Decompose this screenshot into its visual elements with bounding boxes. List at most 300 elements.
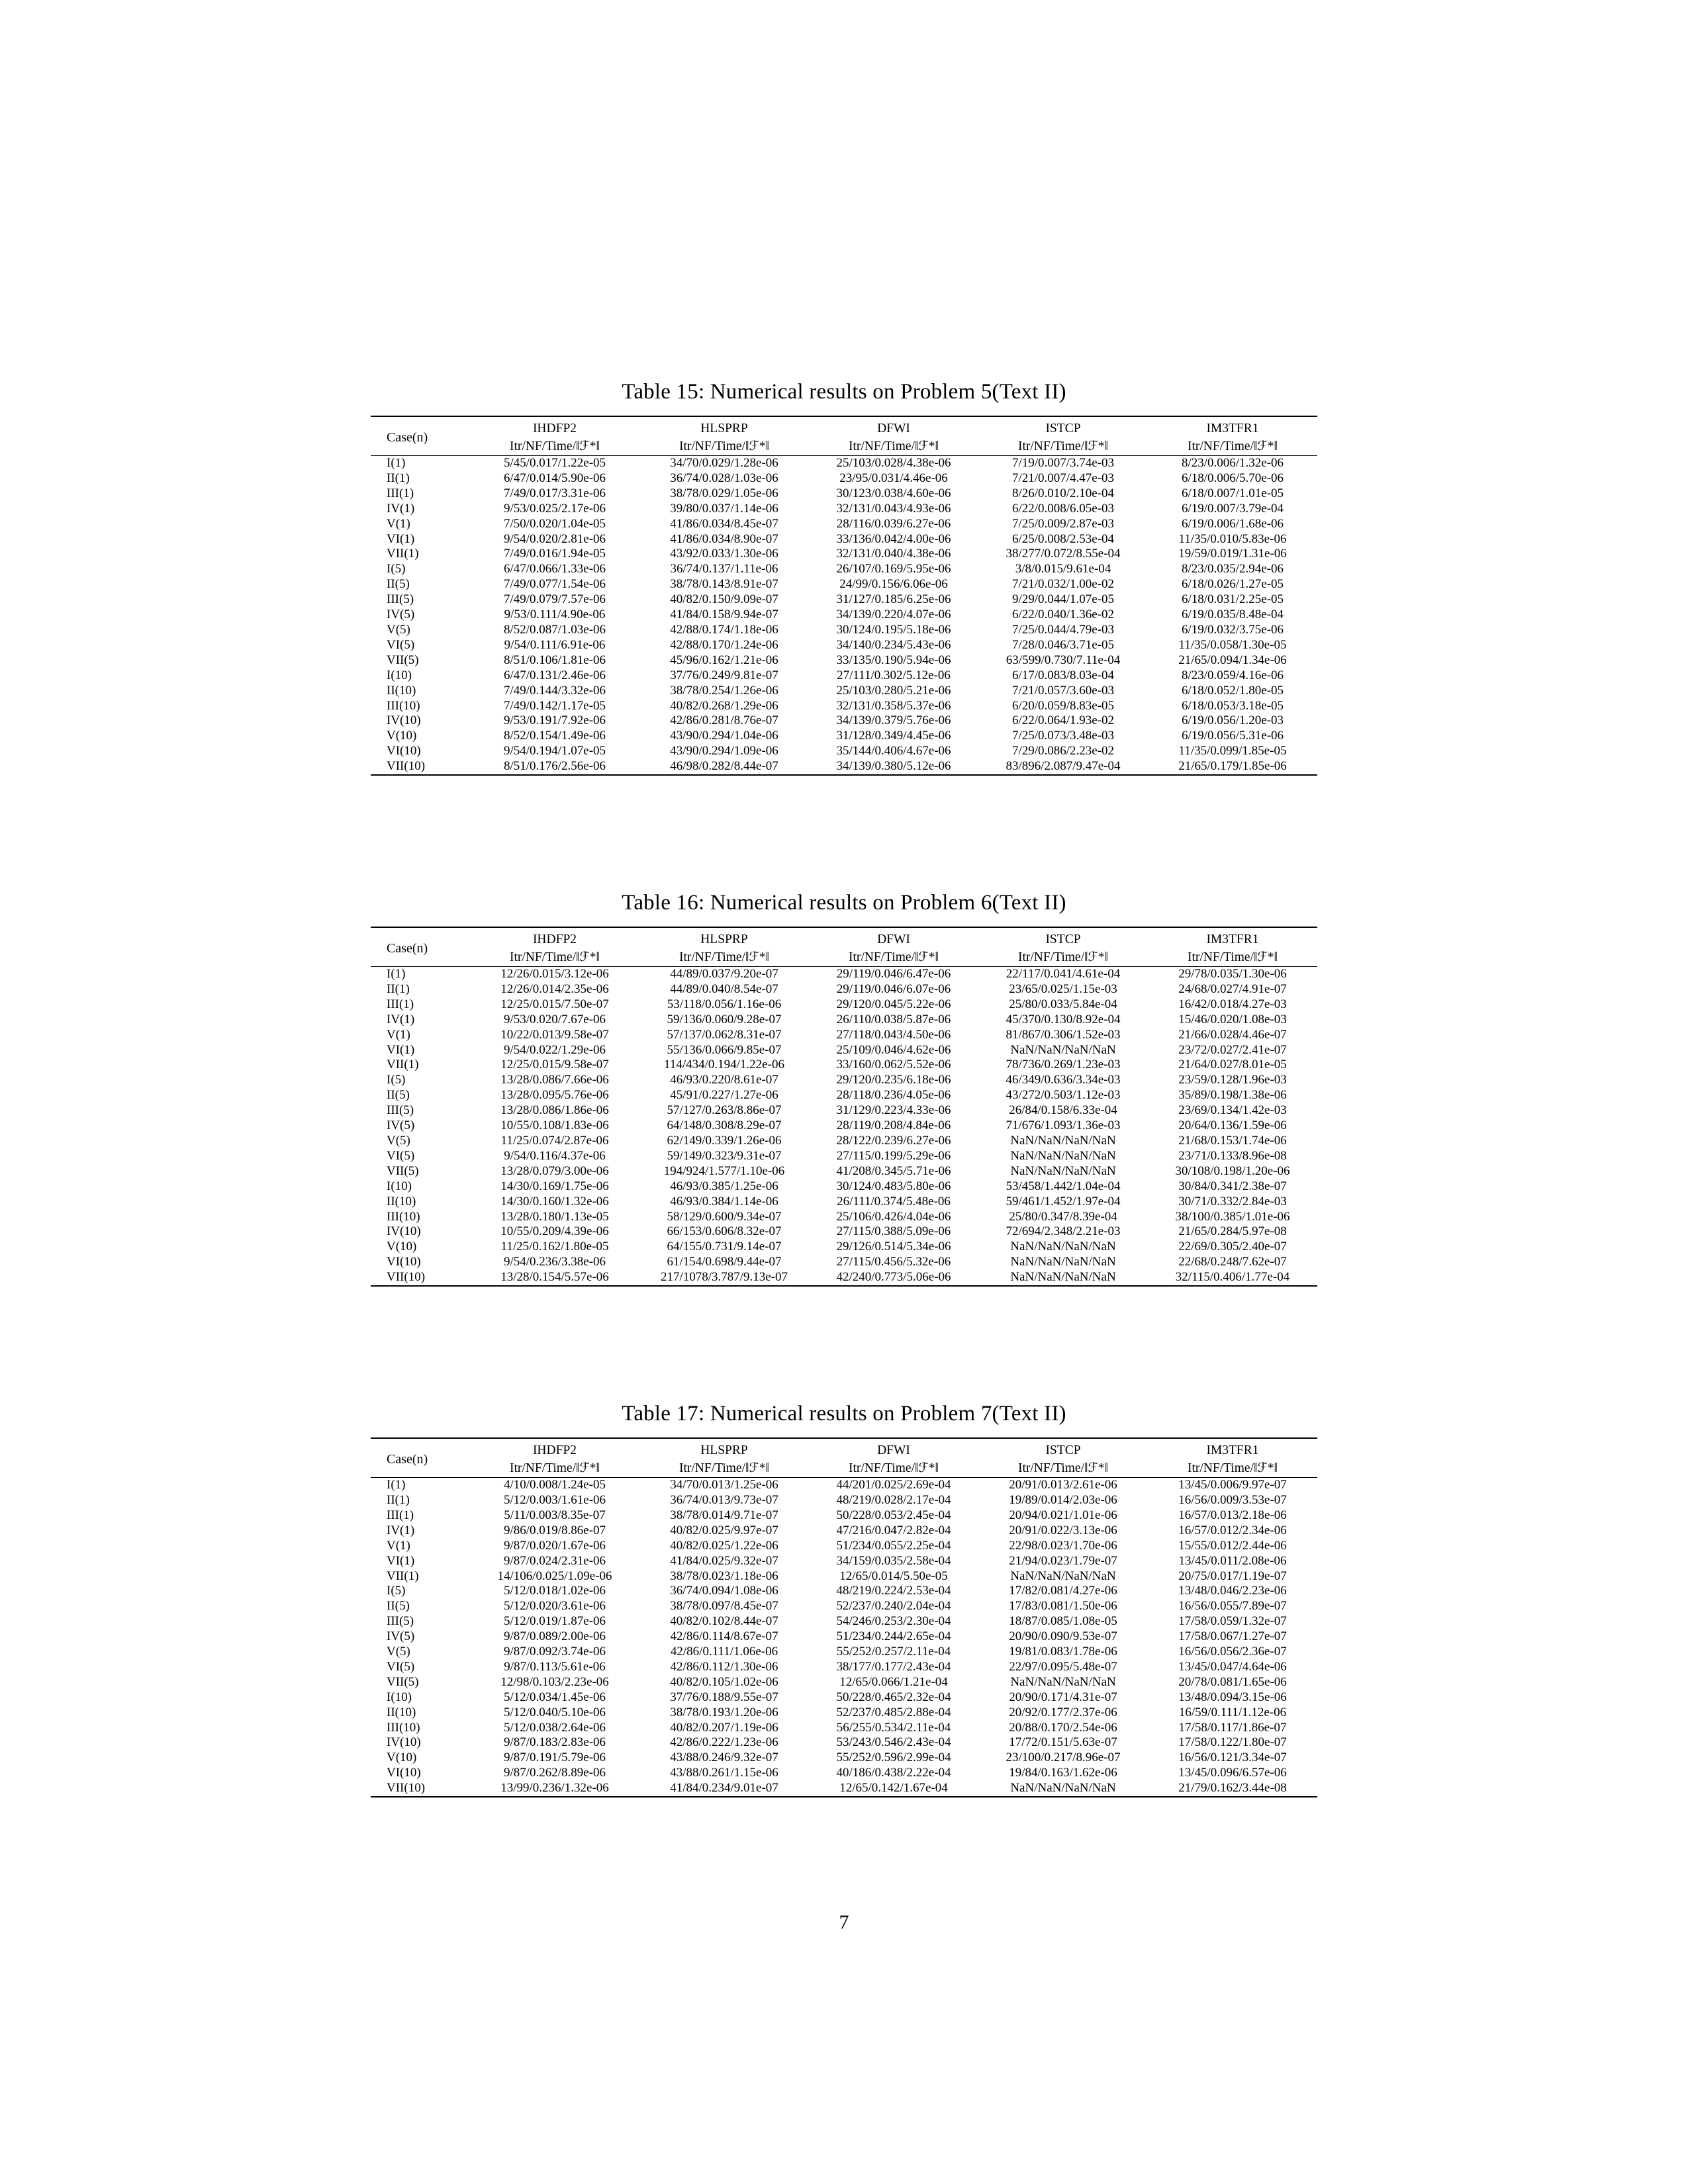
table-row [371,1524,1317,1539]
result-cell: 20/75/0.017/1.19e-07 [1178,1569,1287,1583]
result-cell: 44/201/0.025/2.69e-04 [836,1478,951,1492]
table-row [371,1164,1317,1179]
result-cell: 27/115/0.388/5.09e-06 [836,1224,951,1239]
case-cell: IV(1) [387,501,415,516]
case-cell: II(10) [387,1194,416,1208]
result-cell: 43/88/0.261/1.15e-06 [670,1766,778,1780]
result-cell: 59/149/0.323/9.31e-07 [667,1148,782,1163]
result-cell: 9/87/0.024/2.31e-06 [503,1553,606,1568]
case-cell: V(1) [387,1027,410,1042]
table-body [371,456,1317,776]
result-cell: 9/87/0.113/5.61e-06 [504,1659,606,1674]
case-cell: III(5) [387,1614,414,1629]
table-row [371,699,1317,714]
result-cell: 42/86/0.112/1.30e-06 [670,1659,778,1674]
metric-subheader: Itr/NF/Time/‖ℱ*‖ [679,1461,770,1476]
metric-subheader: Itr/NF/Time/‖ℱ*‖ [1017,439,1109,453]
result-cell: 47/216/0.047/2.82e-04 [836,1523,951,1537]
case-cell: IV(10) [387,1224,421,1239]
result-cell: 33/136/0.042/4.00e-06 [836,531,951,546]
table-row [371,1270,1317,1286]
result-cell: 38/78/0.193/1.20e-06 [670,1705,778,1719]
result-cell: NaN/NaN/NaN/NaN [1010,1255,1116,1269]
result-cell: 34/70/0.029/1.28e-06 [670,456,778,470]
table-row [371,1073,1317,1088]
result-cell: 21/79/0.162/3.44e-08 [1178,1781,1287,1796]
result-cell: NaN/NaN/NaN/NaN [1010,1270,1116,1285]
result-cell: 26/84/0.158/6.33e-04 [1009,1103,1117,1118]
case-cell: III(10) [387,1209,420,1224]
result-cell: 22/117/0.041/4.61e-04 [1006,967,1121,981]
result-cell: 9/53/0.025/2.17e-06 [503,501,606,516]
result-cell: 42/88/0.170/1.24e-06 [670,637,778,652]
table-header [371,1438,1317,1478]
result-cell: 58/129/0.600/9.34e-07 [667,1209,782,1224]
result-cell: 5/12/0.018/1.02e-06 [503,1584,606,1598]
case-cell: I(1) [387,456,406,470]
result-cell: 27/115/0.456/5.32e-06 [836,1255,951,1269]
result-cell: 28/116/0.039/6.27e-06 [836,516,951,531]
result-cell: 23/72/0.027/2.41e-07 [1178,1042,1287,1057]
case-cell: V(10) [387,729,417,743]
result-cell: 34/139/0.220/4.07e-06 [836,608,951,622]
result-cell: 38/78/0.143/8.91e-07 [670,577,778,592]
result-cell: 5/12/0.020/3.61e-06 [503,1599,606,1614]
result-cell: 5/12/0.019/1.87e-06 [503,1614,606,1629]
table-row [371,1088,1317,1103]
result-cell: 12/25/0.015/9.58e-07 [500,1058,609,1072]
table-row [371,1599,1317,1614]
result-cell: 25/80/0.033/5.84e-04 [1009,997,1117,1011]
table-caption: Table 15: Numerical results on Problem 5(Text II) [622,380,1066,404]
table-caption: Table 16: Numerical results on Problem 6(Text II) [622,891,1066,915]
case-cell: III(5) [387,592,414,607]
result-cell: 17/58/0.122/1.80e-07 [1178,1735,1287,1750]
result-cell: 29/78/0.035/1.30e-06 [1178,967,1287,981]
table-caption: Table 17: Numerical results on Problem 7(Text II) [622,1402,1066,1426]
case-cell: VII(10) [387,759,426,774]
case-cell: IV(5) [387,608,415,622]
result-cell: 13/48/0.046/2.23e-06 [1178,1584,1287,1598]
result-cell: 42/240/0.773/5.06e-06 [836,1270,951,1285]
result-cell: 43/92/0.033/1.30e-06 [670,547,778,561]
table-row [371,967,1317,982]
case-cell: III(10) [387,1720,420,1735]
result-cell: 42/86/0.222/1.23e-06 [670,1735,778,1750]
result-cell: 6/22/0.008/6.05e-03 [1011,501,1115,516]
result-cell: 55/252/0.596/2.99e-04 [836,1751,951,1765]
result-cell: 9/87/0.183/2.83e-06 [503,1735,606,1750]
result-cell: 6/19/0.056/1.20e-03 [1181,713,1284,728]
table-row [371,1013,1317,1028]
result-cell: 33/160/0.062/5.52e-06 [836,1058,951,1072]
result-cell: 38/78/0.254/1.26e-06 [670,683,778,698]
table-row [371,1149,1317,1164]
result-cell: 53/243/0.546/2.43e-04 [836,1735,951,1750]
result-cell: 27/111/0.302/5.12e-06 [837,668,951,682]
case-cell: IV(10) [387,713,421,728]
table-row [371,1255,1317,1270]
algorithm-header: IM3TFR1 [1206,1443,1259,1458]
result-cell: 50/228/0.053/2.45e-04 [836,1508,951,1522]
case-cell: VII(10) [387,1781,426,1796]
result-cell: NaN/NaN/NaN/NaN [1010,1148,1116,1163]
result-cell: 22/69/0.305/2.40e-07 [1178,1240,1287,1254]
result-cell: 12/26/0.014/2.35e-06 [500,981,609,996]
case-cell: IV(1) [387,1012,415,1026]
table-row [371,623,1317,638]
result-cell: 16/42/0.018/4.27e-03 [1178,997,1287,1011]
result-cell: 7/25/0.009/2.87e-03 [1011,516,1115,531]
result-cell: 36/74/0.028/1.03e-06 [670,471,778,485]
result-cell: 19/84/0.163/1.62e-06 [1009,1766,1117,1780]
result-cell: 42/86/0.111/1.06e-06 [670,1645,778,1659]
result-cell: NaN/NaN/NaN/NaN [1010,1674,1116,1689]
result-cell: 50/228/0.465/2.32e-04 [836,1690,951,1704]
table-row [371,653,1317,668]
result-cell: 38/177/0.177/2.43e-04 [836,1659,951,1674]
result-cell: 34/139/0.380/5.12e-06 [836,759,951,774]
result-cell: 8/52/0.154/1.49e-06 [503,729,606,743]
result-cell: 6/47/0.066/1.33e-06 [503,562,606,576]
table-section [0,379,1688,776]
result-cell: 59/136/0.060/9.28e-07 [667,1012,782,1026]
table-row [371,1690,1317,1706]
result-cell: 41/84/0.025/9.32e-07 [670,1553,778,1568]
table-row [371,1751,1317,1766]
result-cell: 19/81/0.083/1.78e-06 [1009,1645,1117,1659]
result-cell: 29/119/0.046/6.47e-06 [836,967,951,981]
result-cell: 41/84/0.234/9.01e-07 [670,1781,778,1796]
results-table [371,927,1317,1287]
result-cell: 32/131/0.358/5.37e-06 [836,698,951,713]
result-cell: 33/135/0.190/5.94e-06 [836,653,951,667]
result-cell: 71/676/1.093/1.36e-03 [1006,1118,1121,1133]
algorithm-header: IM3TFR1 [1206,422,1259,435]
result-cell: 46/93/0.384/1.14e-06 [670,1194,778,1208]
case-cell: III(1) [387,486,414,500]
table-row [371,713,1317,729]
result-cell: 48/219/0.028/2.17e-04 [836,1492,951,1507]
result-cell: 40/82/0.150/9.09e-07 [670,592,778,607]
case-cell: II(1) [387,981,410,996]
result-cell: 25/103/0.028/4.38e-06 [836,456,951,470]
table-body [371,1478,1317,1797]
result-cell: 23/59/0.128/1.96e-03 [1178,1073,1287,1087]
result-cell: 45/91/0.227/1.27e-06 [670,1088,778,1103]
case-cell: I(1) [387,967,406,981]
result-cell: 10/22/0.013/9.58e-07 [500,1027,609,1042]
result-cell: 6/19/0.056/5.31e-06 [1181,729,1284,743]
result-cell: 43/90/0.294/1.09e-06 [670,744,778,758]
result-cell: 6/25/0.008/2.53e-04 [1011,531,1115,546]
algorithm-header: HLSPRP [700,933,748,947]
metric-subheader: Itr/NF/Time/‖ℱ*‖ [848,439,939,453]
result-cell: 7/19/0.007/3.74e-03 [1011,456,1115,470]
table-row [371,729,1317,744]
result-cell: 16/56/0.055/7.89e-07 [1178,1599,1287,1614]
result-cell: 64/155/0.731/9.14e-07 [667,1240,782,1254]
result-cell: 53/118/0.056/1.16e-06 [667,997,782,1011]
result-cell: NaN/NaN/NaN/NaN [1010,1042,1116,1057]
result-cell: 5/12/0.040/5.10e-06 [503,1705,606,1719]
result-cell: 30/124/0.195/5.18e-06 [836,622,951,637]
result-cell: 6/18/0.007/1.01e-05 [1181,486,1284,500]
algorithm-header: HLSPRP [700,422,748,435]
table-row [371,1195,1317,1210]
result-cell: 52/237/0.485/2.88e-04 [836,1705,951,1719]
result-cell: 36/74/0.013/9.73e-07 [670,1492,778,1507]
result-cell: 3/8/0.015/9.61e-04 [1015,562,1111,576]
result-cell: 23/69/0.134/1.42e-03 [1178,1103,1287,1118]
result-cell: NaN/NaN/NaN/NaN [1010,1569,1116,1583]
result-cell: 31/129/0.223/4.33e-06 [836,1103,951,1118]
result-cell: 34/159/0.035/2.58e-04 [836,1553,951,1568]
table-row [371,1645,1317,1660]
result-cell: 6/18/0.052/1.80e-05 [1181,683,1284,698]
result-cell: 9/54/0.111/6.91e-06 [504,637,606,652]
algorithm-header-row [371,416,1317,437]
result-cell: 41/208/0.345/5.71e-06 [836,1163,951,1178]
result-cell: 52/237/0.240/2.04e-04 [836,1599,951,1614]
result-cell: 6/22/0.040/1.36e-02 [1011,608,1115,622]
result-cell: 51/234/0.244/2.65e-04 [836,1629,951,1644]
case-cell: VI(5) [387,1659,415,1674]
result-cell: 114/434/0.194/1.22e-06 [664,1058,784,1072]
result-cell: 6/20/0.059/8.83e-05 [1011,698,1115,713]
case-cell: II(5) [387,1599,410,1614]
table-row [371,759,1317,775]
table-row [371,1210,1317,1225]
result-cell: 48/219/0.224/2.53e-04 [836,1584,951,1598]
metric-subheader: Itr/NF/Time/‖ℱ*‖ [1017,950,1109,965]
result-cell: 51/234/0.055/2.25e-04 [836,1538,951,1553]
table-row [371,1224,1317,1240]
result-cell: 13/28/0.154/5.57e-06 [500,1270,609,1285]
result-cell: 8/51/0.106/1.81e-06 [503,653,606,667]
result-cell: 6/47/0.014/5.90e-06 [503,471,606,485]
result-cell: 27/118/0.043/4.50e-06 [836,1027,951,1042]
result-cell: 34/139/0.379/5.76e-06 [836,713,951,728]
case-cell: VII(5) [387,1674,419,1689]
case-cell: V(10) [387,1240,417,1254]
algorithm-header: IHDFP2 [532,422,577,435]
result-cell: 38/78/0.029/1.05e-06 [670,486,778,500]
page-number: 7 [839,1911,849,1934]
result-cell: 30/71/0.332/2.84e-03 [1178,1194,1287,1208]
case-cell: IV(10) [387,1735,421,1750]
result-cell: 21/68/0.153/1.74e-06 [1178,1134,1287,1148]
result-cell: 56/255/0.534/2.11e-04 [836,1720,951,1735]
result-cell: 40/82/0.105/1.02e-06 [670,1674,778,1689]
result-cell: 6/18/0.031/2.25e-05 [1181,592,1284,607]
result-cell: 23/71/0.133/8.96e-08 [1178,1148,1287,1163]
metric-subheader: Itr/NF/Time/‖ℱ*‖ [509,950,600,965]
result-cell: 6/22/0.064/1.93e-02 [1011,713,1115,728]
result-cell: 8/52/0.087/1.03e-06 [503,622,606,637]
result-cell: 25/103/0.280/5.21e-06 [836,683,951,698]
result-cell: 25/109/0.046/4.62e-06 [836,1042,951,1057]
result-cell: 28/119/0.208/4.84e-06 [836,1118,951,1133]
result-cell: 12/65/0.142/1.67e-04 [839,1781,948,1796]
table-row [371,1629,1317,1645]
result-cell: 46/93/0.385/1.25e-06 [670,1179,778,1193]
result-cell: NaN/NaN/NaN/NaN [1010,1781,1116,1796]
result-cell: 25/106/0.426/4.04e-06 [836,1209,951,1224]
result-cell: 11/25/0.074/2.87e-06 [500,1134,609,1148]
result-cell: 26/110/0.038/5.87e-06 [836,1012,951,1026]
result-cell: 13/48/0.094/3.15e-06 [1178,1690,1287,1704]
result-cell: 22/68/0.248/7.62e-07 [1178,1255,1287,1269]
result-cell: 18/87/0.085/1.08e-05 [1009,1614,1117,1629]
result-cell: 5/45/0.017/1.22e-05 [503,456,606,470]
result-cell: 39/80/0.037/1.14e-06 [670,501,778,516]
metric-subheader: Itr/NF/Time/‖ℱ*‖ [1187,439,1278,453]
result-cell: 14/30/0.169/1.75e-06 [500,1179,609,1193]
result-cell: 16/56/0.056/2.36e-07 [1178,1645,1287,1659]
table-row [371,668,1317,684]
result-cell: 16/56/0.009/3.53e-07 [1178,1492,1287,1507]
result-cell: 23/95/0.031/4.46e-06 [839,471,948,485]
result-cell: 11/35/0.010/5.83e-06 [1178,531,1287,546]
metric-subheader: Itr/NF/Time/‖ℱ*‖ [679,439,770,453]
result-cell: 64/148/0.308/8.29e-07 [667,1118,782,1133]
result-cell: 40/82/0.025/9.97e-07 [670,1523,778,1537]
result-cell: NaN/NaN/NaN/NaN [1010,1134,1116,1148]
case-cell: I(5) [387,1073,406,1087]
table-row [371,1028,1317,1043]
result-cell: 194/924/1.577/1.10e-06 [663,1163,785,1178]
result-cell: 38/78/0.023/1.18e-06 [670,1569,778,1583]
result-cell: 42/88/0.174/1.18e-06 [670,622,778,637]
result-cell: 9/87/0.262/8.89e-06 [503,1766,606,1780]
result-cell: 40/82/0.025/1.22e-06 [670,1538,778,1553]
result-cell: 41/84/0.158/9.94e-07 [670,608,778,622]
result-cell: 21/65/0.179/1.85e-06 [1178,759,1287,774]
algorithm-header: ISTCP [1045,1443,1081,1458]
table-row [371,1584,1317,1599]
result-cell: 81/867/0.306/1.52e-03 [1006,1027,1121,1042]
result-cell: 57/137/0.062/8.31e-07 [667,1027,782,1042]
result-cell: 9/87/0.092/3.74e-06 [503,1645,606,1659]
result-cell: 20/88/0.170/2.54e-06 [1009,1720,1117,1735]
result-cell: 7/28/0.046/3.71e-05 [1011,637,1115,652]
result-cell: 26/111/0.374/5.48e-06 [837,1194,951,1208]
result-cell: 40/82/0.207/1.19e-06 [670,1720,778,1735]
result-cell: 40/82/0.268/1.29e-06 [670,698,778,713]
table-row [371,684,1317,699]
result-cell: 7/49/0.142/1.17e-05 [503,698,606,713]
result-cell: 30/124/0.483/5.80e-06 [836,1179,951,1193]
result-cell: 12/65/0.014/5.50e-05 [839,1569,948,1583]
result-cell: 43/88/0.246/9.32e-07 [670,1751,778,1765]
case-cell: IV(5) [387,1118,415,1133]
table-row [371,1134,1317,1149]
table-row [371,1508,1317,1524]
result-cell: 26/107/0.169/5.95e-06 [836,562,951,576]
case-cell: II(5) [387,1088,410,1103]
result-cell: 43/90/0.294/1.04e-06 [670,729,778,743]
result-cell: 7/49/0.144/3.32e-06 [503,683,606,698]
case-cell: V(1) [387,516,410,531]
table-header [371,416,1317,456]
results-table [371,416,1317,776]
result-cell: 13/28/0.079/3.00e-06 [500,1163,609,1178]
algorithm-header: IHDFP2 [532,933,577,947]
results-table [371,1437,1317,1797]
result-cell: 37/76/0.249/9.81e-07 [670,668,778,682]
case-cell: V(5) [387,1134,410,1148]
case-cell: I(1) [387,1478,406,1492]
case-cell: IV(1) [387,1523,415,1537]
result-cell: 19/59/0.019/1.31e-06 [1178,547,1287,561]
case-cell: VII(1) [387,1569,419,1583]
case-cell: II(1) [387,1492,410,1507]
result-cell: 66/153/0.606/8.32e-07 [667,1224,782,1239]
result-cell: 13/45/0.006/9.97e-07 [1178,1478,1287,1492]
result-cell: 29/120/0.045/5.22e-06 [836,997,951,1011]
table-row [371,1043,1317,1058]
result-cell: 42/86/0.114/8.67e-07 [670,1629,778,1644]
result-cell: 9/54/0.236/3.38e-06 [503,1255,606,1269]
result-cell: 13/45/0.011/2.08e-06 [1178,1553,1287,1568]
table-row [371,471,1317,486]
result-cell: 17/82/0.081/4.27e-06 [1009,1584,1117,1598]
result-cell: 38/277/0.072/8.55e-04 [1006,547,1121,561]
table-row [371,456,1317,471]
tables-root [0,379,1688,1797]
result-cell: 36/74/0.094/1.08e-06 [670,1584,778,1598]
table-row [371,997,1317,1013]
algorithm-header: IM3TFR1 [1206,933,1259,947]
table-row [371,744,1317,759]
table-row [371,1721,1317,1736]
result-cell: 22/97/0.095/5.48e-07 [1009,1659,1117,1674]
result-cell: 16/57/0.013/2.18e-06 [1178,1508,1287,1522]
algorithm-header-row [371,927,1317,948]
case-cell: V(10) [387,1751,417,1765]
result-cell: 72/694/2.348/2.21e-03 [1006,1224,1121,1239]
result-cell: 17/83/0.081/1.50e-06 [1009,1599,1117,1614]
result-cell: 21/94/0.023/1.79e-07 [1009,1553,1117,1568]
case-cell: VI(10) [387,744,421,758]
result-cell: 34/70/0.013/1.25e-06 [670,1478,778,1492]
case-cell: I(5) [387,1584,406,1598]
result-cell: 10/55/0.108/1.83e-06 [500,1118,609,1133]
case-cell: III(1) [387,1508,414,1522]
algorithm-header: DFWI [877,1443,910,1458]
table-row [371,577,1317,592]
result-cell: 43/272/0.503/1.12e-03 [1006,1088,1121,1103]
result-cell: 21/66/0.028/4.46e-07 [1178,1027,1287,1042]
table-row [371,1614,1317,1629]
table-row [371,1240,1317,1255]
result-cell: 17/58/0.117/1.86e-07 [1178,1720,1287,1735]
result-cell: 61/154/0.698/9.44e-07 [667,1255,782,1269]
result-cell: 12/25/0.015/7.50e-07 [500,997,609,1011]
case-cell: III(10) [387,698,420,713]
result-cell: NaN/NaN/NaN/NaN [1010,1163,1116,1178]
result-cell: 13/28/0.086/1.86e-06 [500,1103,609,1118]
case-cell: II(1) [387,471,410,485]
result-cell: 7/21/0.007/4.47e-03 [1011,471,1115,485]
result-cell: 20/90/0.171/4.31e-07 [1009,1690,1117,1704]
result-cell: 11/35/0.058/1.30e-05 [1178,637,1287,652]
result-cell: 16/59/0.111/1.12e-06 [1178,1705,1287,1719]
result-cell: 24/99/0.156/6.06e-06 [839,577,948,592]
result-cell: 4/10/0.008/1.24e-05 [503,1478,606,1492]
table-row [371,532,1317,547]
